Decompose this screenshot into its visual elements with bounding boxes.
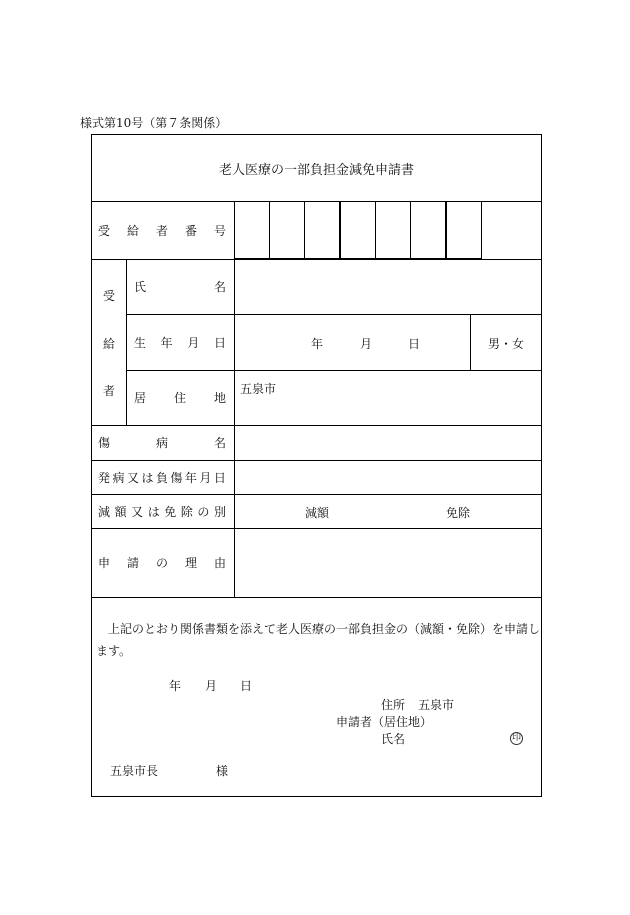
name-label: 氏 名 xyxy=(134,279,226,294)
recipient-group-label-1: 受 xyxy=(103,289,116,303)
digit-divider xyxy=(269,201,270,259)
applicant-address-label: 住所 xyxy=(381,698,406,712)
onset-date-label: 発 病 又 は 負 傷 年 月 日 xyxy=(98,470,226,485)
row-divider xyxy=(92,597,541,598)
digit-divider xyxy=(339,201,341,259)
recipient-number-label: 受 給 者 番 号 xyxy=(98,223,226,238)
applicant-name-label: 氏名 xyxy=(381,732,406,746)
declaration-line-2: ます。 xyxy=(96,644,132,658)
application-form xyxy=(91,134,542,797)
applicant-address-value: 五泉市 xyxy=(418,698,455,712)
form-number-label: 様式第10号（第７条関係） xyxy=(80,116,228,130)
reason-label: 申 請 の 理 由 xyxy=(98,556,226,570)
application-date-day: 日 xyxy=(240,679,253,693)
applicant-label: 申請者（居住地） xyxy=(336,715,433,729)
birth-month-unit: 月 xyxy=(360,337,373,351)
birthdate-label: 生 年 月 日 xyxy=(134,335,226,350)
row-divider xyxy=(92,259,541,260)
address-label: 居 住 地 xyxy=(134,390,226,405)
digit-divider xyxy=(445,201,447,259)
declaration-line-1: 上記のとおり関係書類を添えて老人医療の一部負担金の（減額・免除）を申請し xyxy=(108,622,541,636)
recipient-group-label-2: 給 xyxy=(103,337,116,351)
digit-divider xyxy=(375,201,376,259)
form-title: 老人医療の一部負担金減免申請書 xyxy=(218,163,414,178)
reduction-option: 減額 xyxy=(305,506,330,520)
gender-divider xyxy=(470,314,471,370)
disease-label: 傷 病 名 xyxy=(98,436,226,450)
application-date-month: 月 xyxy=(205,679,218,693)
application-date-year: 年 xyxy=(169,679,182,693)
address-prefix: 五泉市 xyxy=(240,382,277,396)
seal-mark-icon: 印 xyxy=(511,733,521,743)
reduction-type-label: 減 額 又 は 免 除 の 別 xyxy=(98,504,226,519)
digit-divider xyxy=(410,201,411,259)
group-column-divider xyxy=(126,259,127,425)
birth-day-unit: 日 xyxy=(408,337,421,351)
label-column-divider xyxy=(234,201,235,597)
gender-option: 男・女 xyxy=(488,337,525,351)
addressee: 五泉市長 xyxy=(110,764,159,778)
addressee-honorific: 様 xyxy=(216,764,229,778)
birth-year-unit: 年 xyxy=(311,337,324,351)
digit-divider xyxy=(481,201,482,259)
digit-divider xyxy=(304,201,305,259)
recipient-group-label-3: 者 xyxy=(103,384,116,398)
exemption-option: 免除 xyxy=(446,506,471,520)
row-divider xyxy=(126,370,541,371)
